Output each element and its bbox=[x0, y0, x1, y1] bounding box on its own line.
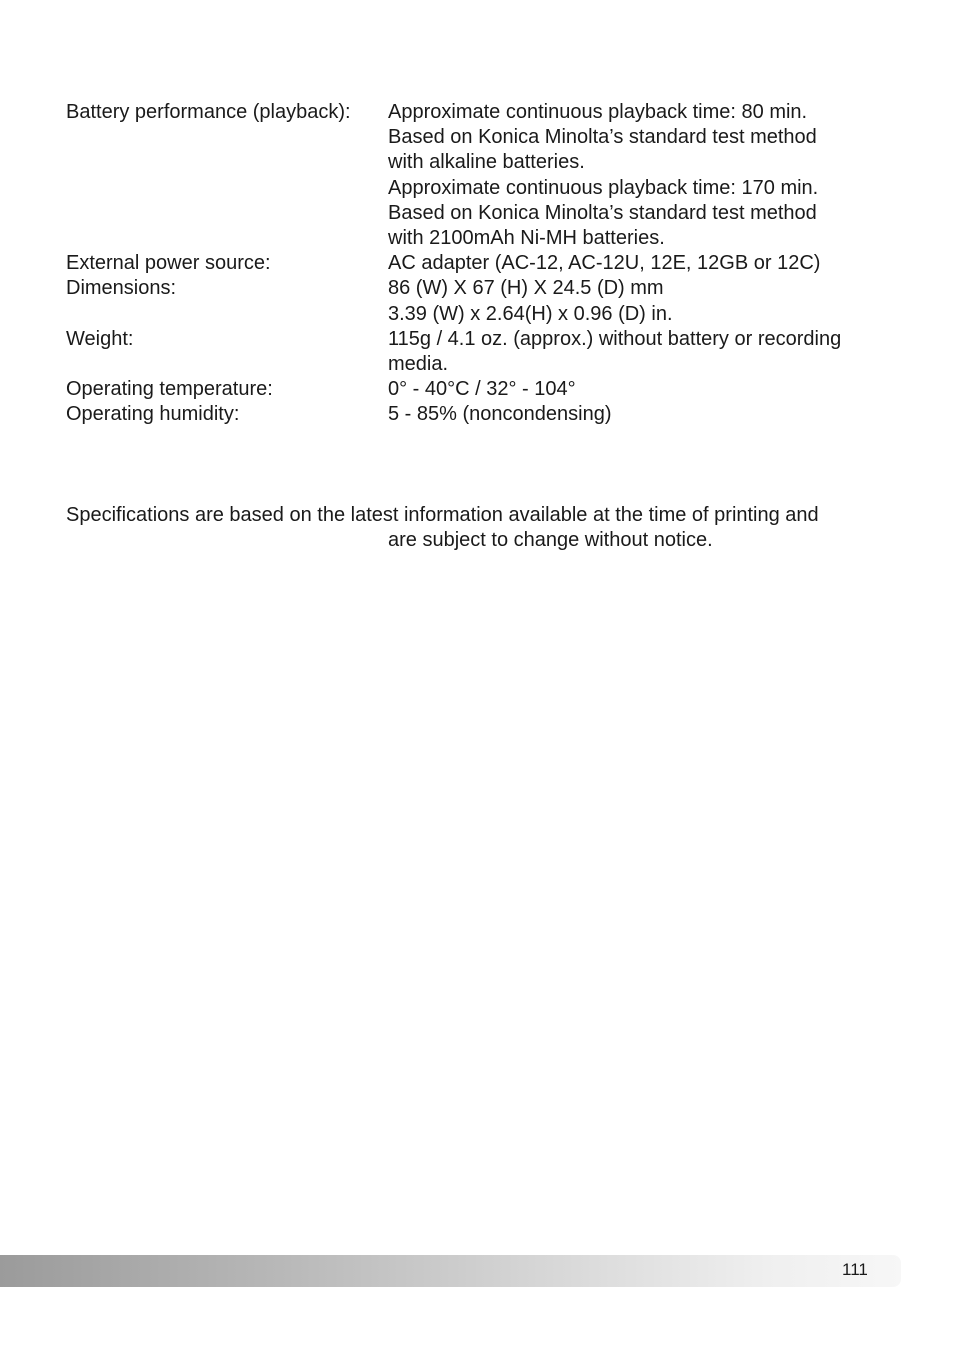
spec-value-line: with alkaline batteries. bbox=[388, 151, 585, 174]
disclaimer-line: Specifications are based on the latest information available at the time of printing and bbox=[66, 504, 819, 526]
disclaimer-line: are subject to change without notice. bbox=[388, 529, 713, 552]
spec-value-line: 0° - 40°C / 32° - 104° bbox=[388, 378, 576, 401]
spec-label: Operating humidity: bbox=[66, 403, 240, 426]
specifications-list bbox=[66, 100, 896, 428]
spec-value-line: Based on Konica Minolta’s standard test method bbox=[388, 126, 817, 149]
spec-value-line: 86 (W) X 67 (H) X 24.5 (D) mm bbox=[388, 277, 664, 300]
spec-row-battery-playback bbox=[66, 100, 896, 251]
spec-label: External power source: bbox=[66, 252, 271, 275]
spec-row-dimensions bbox=[66, 276, 896, 326]
spec-label: Dimensions: bbox=[66, 277, 177, 300]
page-number: 111 bbox=[842, 1260, 868, 1279]
spec-value-line: 5 - 85% (noncondensing) bbox=[388, 403, 612, 426]
spec-value-line: Approximate continuous playback time: 80 min. bbox=[388, 101, 808, 123]
spec-row-weight bbox=[66, 327, 896, 377]
spec-value-line: Approximate continuous playback time: 170 min. bbox=[388, 176, 819, 199]
spec-value bbox=[388, 402, 896, 427]
spec-value-line: Based on Konica Minolta’s standard test method bbox=[388, 201, 817, 224]
spec-row-operating-humidity bbox=[66, 402, 896, 427]
spec-value-line: 115g / 4.1 oz. (approx.) without battery or recording bbox=[388, 327, 842, 350]
spec-value bbox=[388, 276, 896, 326]
spec-label: Operating temperature: bbox=[66, 378, 273, 401]
spec-value-line: media. bbox=[388, 353, 449, 376]
spec-label: Battery performance (playback): bbox=[66, 101, 351, 123]
spec-row-operating-temperature bbox=[66, 377, 896, 402]
specifications-disclaimer bbox=[66, 503, 896, 553]
spec-value-line: AC adapter (AC-12, AC-12U, 12E, 12GB or 12C) bbox=[388, 252, 821, 275]
spec-value bbox=[388, 251, 896, 276]
spec-value-line: with 2100mAh Ni-MH batteries. bbox=[388, 227, 665, 250]
spec-value-line: 3.39 (W) x 2.64(H) x 0.96 (D) in. bbox=[388, 302, 673, 325]
spec-value bbox=[388, 100, 896, 251]
spec-row-external-power bbox=[66, 251, 896, 276]
spec-value bbox=[388, 327, 896, 377]
spec-label: Weight: bbox=[66, 327, 134, 350]
footer-bar bbox=[0, 1255, 901, 1287]
spec-value bbox=[388, 377, 896, 402]
